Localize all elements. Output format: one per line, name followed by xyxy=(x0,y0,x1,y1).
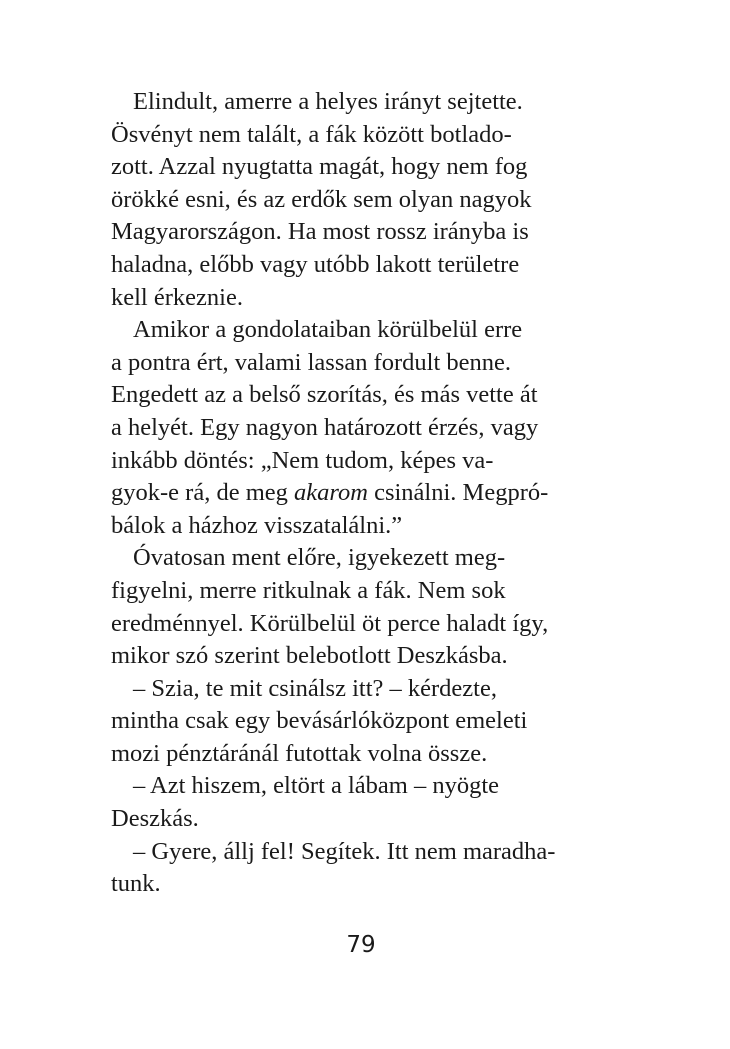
text-line: kell érkeznie. xyxy=(111,283,243,311)
text-segment: gyok-e rá, de meg xyxy=(111,479,294,507)
text-line: mozi pénztáránál futottak volna össze. xyxy=(111,739,488,767)
text-line: inkább döntés: „Nem tudom, képes va- xyxy=(111,446,494,474)
text-line: Amikor a gondolataiban körülbelül erre xyxy=(133,316,523,344)
text-line: Magyarországon. Ha most rossz irányba is xyxy=(111,218,529,246)
emphasis-word: akarom xyxy=(294,479,368,507)
text-line: Ösvényt nem talált, a fák között botlado- xyxy=(111,120,512,148)
text-line-with-emphasis xyxy=(111,477,623,510)
text-line: figyelni, merre ritkulnak a fák. Nem sok xyxy=(111,576,506,604)
text-segment: csinálni. Megpró- xyxy=(367,479,549,507)
text-line: – Azt hiszem, eltört a lábam – nyögte xyxy=(133,772,500,800)
text-line: Óvatosan ment előre, igyekezett meg- xyxy=(133,544,506,572)
page-number: 79 xyxy=(346,932,376,958)
body-text xyxy=(111,86,623,901)
text-line: Engedett az a belső szorítás, és más vette át xyxy=(111,381,538,409)
text-line: zott. Azzal nyugtatta magát, hogy nem fog xyxy=(111,153,528,181)
text-line: – Gyere, állj fel! Segítek. Itt nem maradha- xyxy=(133,837,556,865)
text-line: mintha csak egy bevásárlóközpont emeleti xyxy=(111,707,528,735)
text-line: Deszkás. xyxy=(111,805,199,833)
text-line: örökké esni, és az erdők sem olyan nagyok xyxy=(111,185,532,213)
text-line: a pontra ért, valami lassan fordult benne. xyxy=(111,348,512,376)
text-line: eredménnyel. Körülbelül öt perce haladt így, xyxy=(111,609,549,637)
text-line: bálok a házhoz visszatalálni.” xyxy=(111,511,403,539)
text-line: a helyét. Egy nagyon határozott érzés, vagy xyxy=(111,413,539,441)
text-line: Elindult, amerre a helyes irányt sejtette. xyxy=(133,88,523,115)
text-line: haladna, előbb vagy utóbb lakott területre xyxy=(111,250,520,278)
text-line: mikor szó szerint belebotlott Deszkásba. xyxy=(111,642,508,670)
text-line: tunk. xyxy=(111,870,161,898)
text-line: – Szia, te mit csinálsz itt? – kérdezte, xyxy=(133,674,497,702)
